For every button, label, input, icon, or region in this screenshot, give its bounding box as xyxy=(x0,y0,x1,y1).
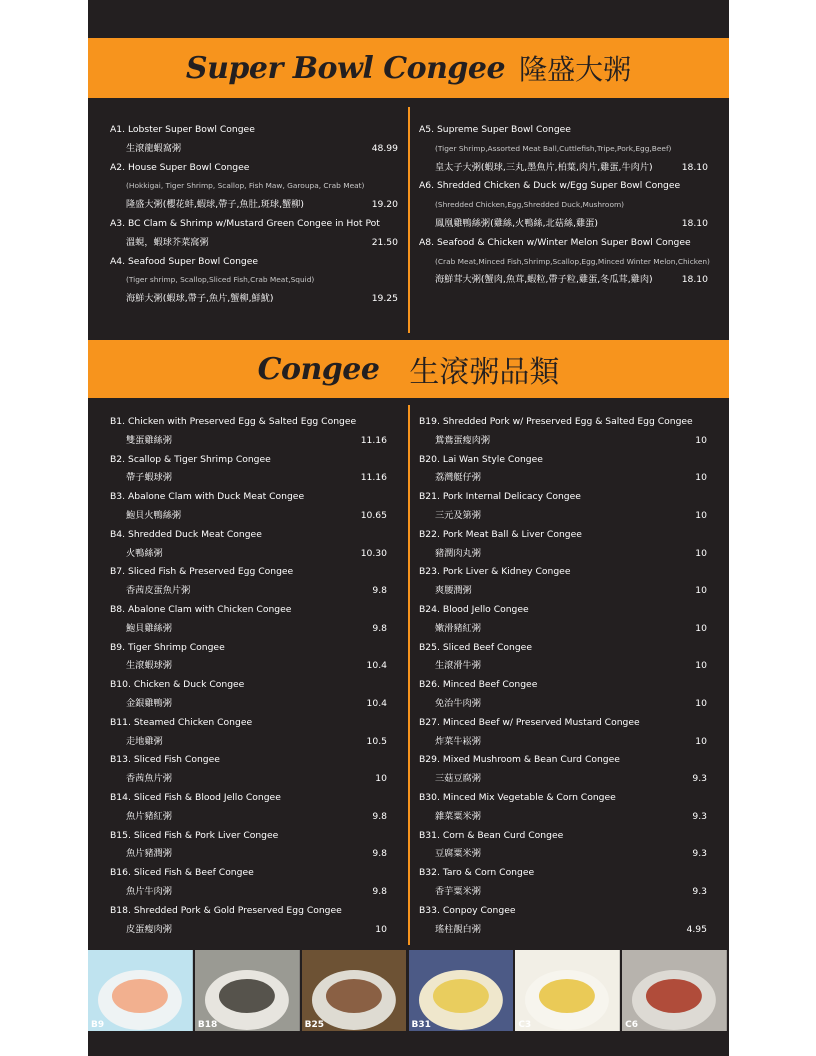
item-name: B22. Pork Meat Ball & Liver Congee xyxy=(419,528,582,540)
menu-line xyxy=(110,215,398,234)
photo-label: B25 xyxy=(304,1020,325,1030)
item-chinese-name: 爽腰潤粥 xyxy=(435,585,472,597)
item-price: 10 xyxy=(695,697,707,709)
menu-line xyxy=(110,545,387,564)
item-price: 10.30 xyxy=(360,547,387,559)
menu-line xyxy=(419,545,707,564)
food-photo xyxy=(302,950,407,1031)
menu-line xyxy=(110,121,398,140)
super-bowl-left-column xyxy=(110,121,398,309)
item-chinese-name: 豬潤肉丸粥 xyxy=(435,547,481,559)
item-price: 10 xyxy=(695,735,707,747)
corn-bean-curd-congee-photo xyxy=(409,950,514,1031)
item-ingredients: (Shredded Chicken,Egg,Shredded Duck,Mushroom) xyxy=(435,200,625,210)
item-chinese-name: 魚片豬潤粥 xyxy=(126,848,172,860)
menu-line xyxy=(419,563,707,582)
item-ingredients: (Tiger shrimp, Scallop,Sliced Fish,Crab Meat,Squid) xyxy=(126,275,315,285)
menu-item xyxy=(110,526,387,564)
photo-label: C3 xyxy=(518,1020,532,1030)
item-chinese-name: 雜菜粟米粥 xyxy=(435,810,481,822)
item-chinese-name: 嫩滑豬紅粥 xyxy=(435,622,481,634)
photo-label: B31 xyxy=(411,1020,431,1030)
item-chinese-name: 走地雞粥 xyxy=(126,735,163,747)
menu-line xyxy=(419,526,707,545)
section-title: Super Bowl Congee xyxy=(185,50,506,86)
menu-line xyxy=(110,620,387,639)
congee-header xyxy=(88,340,729,398)
item-chinese-name: 生滾滑牛粥 xyxy=(435,660,481,672)
menu-line xyxy=(110,563,387,582)
item-price: 10 xyxy=(695,622,707,634)
item-price: 9.3 xyxy=(692,773,707,785)
menu-item xyxy=(419,234,708,290)
menu-line xyxy=(110,271,398,290)
item-name: B2. Scallop & Tiger Shrimp Congee xyxy=(110,453,271,465)
item-name: B19. Shredded Pork w/ Preserved Egg & Salted Egg Congee xyxy=(419,416,693,427)
menu-item xyxy=(110,789,387,827)
menu-item xyxy=(419,714,707,752)
item-chinese-name: 隆盛大粥(櫻花蚌,蝦球,帶子,魚肚,斑球,蟹柳) xyxy=(126,199,304,211)
menu-line xyxy=(110,196,398,215)
item-price: 4.95 xyxy=(686,923,707,935)
menu-line xyxy=(419,271,708,290)
menu-item xyxy=(419,639,707,677)
item-chinese-name: 鮑貝火鴨絲粥 xyxy=(126,509,182,521)
menu-line xyxy=(419,620,707,639)
menu-item xyxy=(110,676,387,714)
item-name: B30. Minced Mix Vegetable & Corn Congee xyxy=(419,791,616,803)
section-title-chinese: 隆盛大粥 xyxy=(519,53,632,86)
item-chinese-name: 魚片豬紅粥 xyxy=(126,810,172,822)
item-price: 10 xyxy=(695,509,707,521)
item-price: 10.4 xyxy=(366,697,387,709)
item-chinese-name: 香茜魚片粥 xyxy=(126,773,172,785)
item-chinese-name: 皮蛋瘦肉粥 xyxy=(126,923,172,935)
menu-line xyxy=(419,770,707,789)
menu-item xyxy=(110,902,387,940)
menu-line xyxy=(110,601,387,620)
menu-item xyxy=(110,751,387,789)
item-chinese-name: 香茜皮蛋魚片粥 xyxy=(126,585,191,597)
item-price: 9.8 xyxy=(372,885,387,897)
menu-line xyxy=(110,789,387,808)
menu-line xyxy=(110,639,387,658)
item-ingredients: (Hokkigai, Tiger Shrimp, Scallop, Fish Maw, Garoupa, Crab Meat) xyxy=(126,181,365,191)
menu-line xyxy=(419,177,708,196)
menu-line xyxy=(419,921,707,940)
item-chinese-name: 火鴨絲粥 xyxy=(126,547,163,559)
item-price: 10.5 xyxy=(366,735,387,747)
menu-item xyxy=(110,827,387,865)
item-name: A1. Lobster Super Bowl Congee xyxy=(110,124,255,135)
item-price: 11.16 xyxy=(360,434,387,446)
preserved-egg-congee-photo xyxy=(195,950,300,1031)
item-price: 9.3 xyxy=(692,810,707,822)
menu-item xyxy=(419,751,707,789)
menu-line xyxy=(419,639,707,658)
menu-line xyxy=(419,827,707,846)
menu-item xyxy=(110,714,387,752)
steamed-chicken-dish-photo xyxy=(515,950,620,1031)
item-price: 9.8 xyxy=(372,848,387,860)
item-chinese-name: 海鮮茸大粥(蟹肉,魚茸,蝦粒,帶子粒,雞蛋,冬瓜茸,雞肉) xyxy=(435,274,653,286)
menu-line xyxy=(419,657,707,676)
menu-line xyxy=(110,921,387,940)
menu-line xyxy=(419,234,708,253)
item-price: 10 xyxy=(695,434,707,446)
menu-item xyxy=(419,601,707,639)
menu-line xyxy=(419,196,708,215)
menu-item xyxy=(110,413,387,451)
item-price: 19.25 xyxy=(371,293,398,305)
item-name: A6. Shredded Chicken & Duck w/Egg Super Bowl Congee xyxy=(419,180,681,192)
menu-line xyxy=(110,676,387,695)
menu-line xyxy=(110,864,387,883)
menu-line xyxy=(419,751,707,770)
menu-line xyxy=(419,808,707,827)
column-divider xyxy=(408,107,410,333)
item-name: B29. Mixed Mushroom & Bean Curd Congee xyxy=(419,754,620,766)
item-price: 10 xyxy=(695,585,707,597)
menu-line xyxy=(419,159,708,178)
item-name: B21. Pork Internal Delicacy Congee xyxy=(419,491,581,503)
menu-line xyxy=(110,526,387,545)
item-chinese-name: 鴛鴦蛋瘦肉粥 xyxy=(435,434,491,446)
menu-line xyxy=(419,488,707,507)
sliced-beef-congee-photo xyxy=(302,950,407,1031)
item-chinese-name: 溫蜆，蝦球芥菜窩粥 xyxy=(126,236,209,248)
menu-item xyxy=(110,639,387,677)
item-price: 18.10 xyxy=(681,161,708,173)
menu-line xyxy=(419,733,707,752)
item-name: B33. Conpoy Congee xyxy=(419,904,516,916)
item-chinese-name: 瑤柱靚白粥 xyxy=(435,923,481,935)
item-price: 10.4 xyxy=(366,660,387,672)
menu-line xyxy=(419,714,707,733)
menu-line xyxy=(110,413,387,432)
menu-line xyxy=(419,695,707,714)
menu-item xyxy=(110,864,387,902)
menu-item xyxy=(110,601,387,639)
photo-label: B18 xyxy=(197,1020,218,1030)
photo-label: C6 xyxy=(625,1020,639,1030)
menu-item xyxy=(419,413,707,451)
menu-line xyxy=(110,253,398,272)
item-chinese-name: 生滾龍蝦窩粥 xyxy=(126,142,182,154)
item-name: B18. Shredded Pork & Gold Preserved Egg Congee xyxy=(110,904,342,916)
item-price: 9.8 xyxy=(372,810,387,822)
item-name: B27. Minced Beef w/ Preserved Mustard Congee xyxy=(419,716,640,728)
item-price: 10 xyxy=(375,923,387,935)
item-chinese-name: 帶子蝦球粥 xyxy=(126,472,172,484)
item-name: A8. Seafood & Chicken w/Winter Melon Super Bowl Congee xyxy=(419,236,691,248)
item-chinese-name: 魚片牛肉粥 xyxy=(126,885,172,897)
item-name: B10. Chicken & Duck Congee xyxy=(110,679,245,691)
menu-line xyxy=(110,159,398,178)
item-name: B24. Blood Jello Congee xyxy=(419,603,529,615)
item-ingredients: (Tiger Shrimp,Assorted Meat Ball,Cuttlefish,Tripe,Pork,Egg,Beef) xyxy=(435,143,672,153)
item-name: A3. BC Clam & Shrimp w/Mustard Green Congee in Hot Pot xyxy=(110,217,380,229)
menu-item xyxy=(419,676,707,714)
item-name: A4. Seafood Super Bowl Congee xyxy=(110,255,259,267)
item-price: 10 xyxy=(695,547,707,559)
menu-line xyxy=(110,751,387,770)
menu-line xyxy=(419,121,708,140)
menu-line xyxy=(419,507,707,526)
tiger-shrimp-congee-photo xyxy=(88,950,193,1031)
photo-label: B9 xyxy=(91,1020,105,1030)
item-name: B16. Sliced Fish & Beef Congee xyxy=(110,867,254,879)
item-price: 9.8 xyxy=(372,622,387,634)
congee-right-column xyxy=(419,413,707,939)
menu-line xyxy=(419,451,707,470)
item-price: 21.50 xyxy=(371,236,398,248)
item-chinese-name: 鮑貝雞絲粥 xyxy=(126,622,172,634)
menu-item xyxy=(110,253,398,309)
menu-line xyxy=(110,290,398,309)
menu-line xyxy=(419,215,708,234)
item-chinese-name: 生滾蝦球粥 xyxy=(126,660,172,672)
menu-line xyxy=(419,253,708,272)
congee-left-column xyxy=(110,413,387,939)
menu-line xyxy=(110,234,398,253)
menu-line xyxy=(419,432,707,451)
item-name: B26. Minced Beef Congee xyxy=(419,679,538,691)
menu-item xyxy=(419,121,708,177)
item-chinese-name: 雙蛋雞絲粥 xyxy=(126,434,172,446)
item-price: 9.8 xyxy=(372,585,387,597)
item-name: A2. House Super Bowl Congee xyxy=(110,161,250,173)
menu-line xyxy=(419,140,708,159)
item-chinese-name: 豆腐粟米粥 xyxy=(435,848,481,860)
menu-line xyxy=(419,902,707,921)
menu-item xyxy=(110,488,387,526)
item-price: 48.99 xyxy=(371,142,398,154)
roast-duck-dish-photo xyxy=(622,950,727,1031)
item-price: 10 xyxy=(695,472,707,484)
menu-line xyxy=(419,864,707,883)
item-name: B8. Abalone Clam with Chicken Congee xyxy=(110,603,292,615)
section-title: Congee xyxy=(257,351,380,387)
super-bowl-header xyxy=(88,38,729,98)
menu-line xyxy=(419,845,707,864)
item-chinese-name: 三元及第粥 xyxy=(435,509,481,521)
item-name: B13. Sliced Fish Congee xyxy=(110,754,220,766)
item-name: B31. Corn & Bean Curd Congee xyxy=(419,829,564,841)
item-name: B23. Pork Liver & Kidney Congee xyxy=(419,566,571,578)
menu-item xyxy=(419,789,707,827)
column-divider xyxy=(408,405,410,945)
food-photo xyxy=(195,950,300,1031)
menu-line xyxy=(110,507,387,526)
item-chinese-name: 三菇豆腐粥 xyxy=(435,773,481,785)
menu-line xyxy=(110,582,387,601)
item-chinese-name: 香芋粟米粥 xyxy=(435,885,481,897)
menu-line xyxy=(110,808,387,827)
menu-line xyxy=(110,770,387,789)
item-price: 10 xyxy=(375,773,387,785)
menu-line xyxy=(110,714,387,733)
menu-line xyxy=(110,733,387,752)
menu-line xyxy=(110,695,387,714)
menu-line xyxy=(110,657,387,676)
item-price: 11.16 xyxy=(360,472,387,484)
menu-line xyxy=(110,883,387,902)
item-name: A5. Supreme Super Bowl Congee xyxy=(419,124,571,135)
menu-line xyxy=(419,413,707,432)
item-price: 19.20 xyxy=(371,199,398,211)
menu-line xyxy=(110,488,387,507)
item-chinese-name: 皇太子大粥(蝦球,三丸,墨魚片,柏葉,肉片,雞蛋,牛肉片) xyxy=(435,161,653,173)
menu-line xyxy=(419,582,707,601)
menu-line xyxy=(110,469,387,488)
menu-item xyxy=(419,827,707,865)
food-photo xyxy=(515,950,620,1031)
item-name: B7. Sliced Fish & Preserved Egg Congee xyxy=(110,566,294,578)
menu-item xyxy=(110,121,398,159)
menu-item xyxy=(110,563,387,601)
item-price: 18.10 xyxy=(681,274,708,286)
menu-item xyxy=(419,488,707,526)
menu-line xyxy=(110,451,387,470)
item-price: 10 xyxy=(695,660,707,672)
food-photo xyxy=(622,950,727,1031)
menu-item xyxy=(110,159,398,215)
menu-line xyxy=(419,469,707,488)
item-chinese-name: 海鮮大粥(蝦球,帶子,魚片,蟹柳,鮮魷) xyxy=(126,293,274,305)
item-name: B3. Abalone Clam with Duck Meat Congee xyxy=(110,491,305,503)
menu-line xyxy=(110,845,387,864)
menu-item xyxy=(419,864,707,902)
item-price: 9.3 xyxy=(692,885,707,897)
item-name: B1. Chicken with Preserved Egg & Salted Egg Congee xyxy=(110,416,357,427)
food-photo xyxy=(409,950,514,1031)
menu-line xyxy=(110,902,387,921)
menu-line xyxy=(419,601,707,620)
item-name: B25. Sliced Beef Congee xyxy=(419,641,532,653)
photo-strip xyxy=(88,950,729,1031)
menu-line xyxy=(419,789,707,808)
food-photo xyxy=(88,950,193,1031)
item-chinese-name: 金銀雞鴨粥 xyxy=(126,697,172,709)
menu-line xyxy=(419,676,707,695)
super-bowl-right-column xyxy=(419,121,708,290)
item-name: B32. Taro & Corn Congee xyxy=(419,867,535,879)
item-price: 10.65 xyxy=(360,509,387,521)
item-chinese-name: 鳳凰雞鴨絲粥(雞絲,火鴨絲,北菇絲,雞蛋) xyxy=(435,217,598,229)
menu-line xyxy=(110,177,398,196)
item-name: B11. Steamed Chicken Congee xyxy=(110,716,253,728)
menu-line xyxy=(110,827,387,846)
item-name: B15. Sliced Fish & Pork Liver Congee xyxy=(110,829,279,841)
menu-item xyxy=(419,526,707,564)
menu-line xyxy=(419,883,707,902)
section-title-chinese: 生滾粥品類 xyxy=(409,355,560,390)
menu-line xyxy=(110,432,387,451)
menu-item xyxy=(419,902,707,940)
item-ingredients: (Crab Meat,Minced Fish,Shrimp,Scallop,Egg,Minced Winter Melon,Chicken) xyxy=(435,256,710,266)
item-price: 18.10 xyxy=(681,217,708,229)
item-name: B14. Sliced Fish & Blood Jello Congee xyxy=(110,791,281,803)
item-price: 9.3 xyxy=(692,848,707,860)
item-name: B4. Shredded Duck Meat Congee xyxy=(110,528,262,540)
item-name: B20. Lai Wan Style Congee xyxy=(419,453,543,465)
menu-line xyxy=(110,140,398,159)
item-chinese-name: 炸菜牛崧粥 xyxy=(435,735,481,747)
item-chinese-name: 免治牛肉粥 xyxy=(435,697,481,709)
menu-page xyxy=(88,0,729,1056)
menu-item xyxy=(419,563,707,601)
menu-item xyxy=(419,451,707,489)
item-chinese-name: 荔灣艇仔粥 xyxy=(435,472,481,484)
menu-item xyxy=(110,451,387,489)
item-name: B9. Tiger Shrimp Congee xyxy=(110,641,225,653)
menu-item xyxy=(110,215,398,253)
menu-item xyxy=(419,177,708,233)
